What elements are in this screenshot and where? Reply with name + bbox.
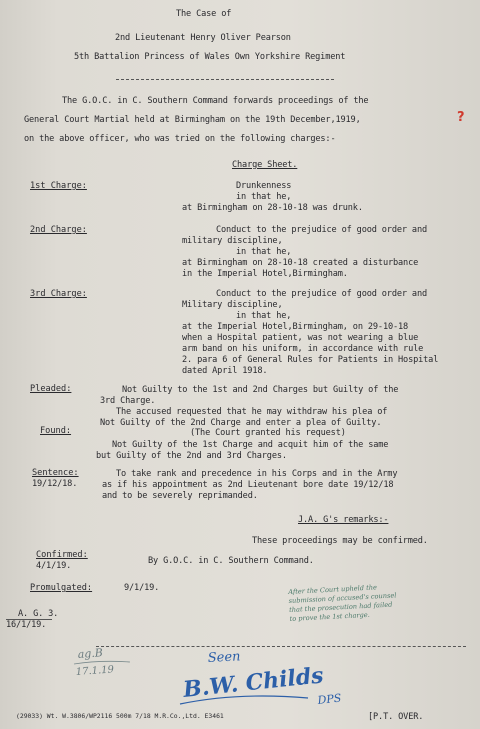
charge-2-line: at Birmingham on 28-10-18 created a disturbance <box>182 258 419 268</box>
seen-note: Seen <box>207 649 241 666</box>
ag3-label: A. G. 3. <box>18 609 59 619</box>
signature-text: B.W. Childs <box>181 662 325 703</box>
sentence-line: To take rank and precedence in his Corps and in the Army <box>116 469 398 479</box>
case-title: The Case of <box>176 9 232 19</box>
charge-2-label: 2nd Charge: <box>30 225 87 235</box>
pleaded-line: Not Guilty of the 2nd Charge and enter a plea of Guilty. <box>100 418 382 428</box>
promulgated-date: 9/1/19. <box>124 583 160 593</box>
confirmed-label: Confirmed: <box>36 550 88 560</box>
jag-remarks-text: These proceedings may be confirmed. <box>252 536 428 546</box>
charge-2-line: in that he, <box>236 247 292 257</box>
jag-remarks-heading: J.A. G's remarks:- <box>298 515 389 525</box>
page-turn-over: [P.T. OVER. <box>368 712 424 722</box>
found-line: Not Guilty of the 1st Charge and acquit him of the same <box>112 440 389 450</box>
charge-2-line: in the Imperial Hotel,Birmingham. <box>182 269 348 279</box>
charge-2-line: military discipline, <box>182 236 283 246</box>
pencil-initials-date: 17.1.19 <box>75 664 115 678</box>
blue-signature-mark <box>178 642 358 722</box>
pencil-margin-note: After the Court upheld the submission of accused's counsel that the prosecution had failed to prove the 1st charge. <box>288 583 397 623</box>
charge-1-line: in that he, <box>236 192 292 202</box>
found-label: Found: <box>40 426 72 436</box>
sentence-line: and to be severely reprimanded. <box>102 491 258 501</box>
header-divider <box>116 79 334 80</box>
pencil-initials: ag.B <box>77 646 104 661</box>
signature-suffix: DPS <box>316 691 342 707</box>
charge-1-line: Drunkenness <box>236 181 292 191</box>
charge-sheet-heading: Charge Sheet. <box>232 160 298 170</box>
pleaded-line: The accused requested that he may withdraw his plea of <box>116 407 388 417</box>
intro-line-1: The G.O.C. in C. Southern Command forwards proceedings of the <box>62 96 369 106</box>
confirmed-text: By G.O.C. in C. Southern Command. <box>148 556 314 566</box>
charge-3-line: when a Hospital patient, was not wearing a blue <box>182 333 419 343</box>
charge-3-line: in that he, <box>236 311 292 321</box>
pleaded-line: Not Guilty to the 1st and 2nd Charges but Guilty of the <box>122 385 399 395</box>
pleaded-label: Pleaded: <box>30 384 72 394</box>
charge-3-line: arm band on his uniform, in accordance with rule <box>182 344 424 354</box>
pleaded-line: 3rd Charge. <box>100 396 156 406</box>
charge-3-line: Military discipline, <box>182 300 283 310</box>
sentence-date: 19/12/18. <box>32 479 78 489</box>
sentence-label: Sentence: <box>32 468 79 478</box>
charge-3-label: 3rd Charge: <box>30 289 87 299</box>
found-line: but Guilty of the 2nd and 3rd Charges. <box>96 451 287 461</box>
confirmed-date: 4/1/19. <box>36 561 72 571</box>
intro-line-3: on the above officer, who was tried on the following charges:- <box>24 134 336 144</box>
charge-3-line: dated April 1918. <box>182 366 268 376</box>
intro-line-2: General Court Martial held at Birmingham on the 19th December,1919, <box>24 115 361 125</box>
pleaded-line: (The Court granted his request) <box>190 428 346 438</box>
query-mark: ? <box>457 110 465 125</box>
officer-name: 2nd Lieutenant Henry Oliver Pearson <box>115 33 291 43</box>
charge-3-line: Conduct to the prejudice of good order and <box>216 289 428 299</box>
ag3-divider <box>6 619 52 620</box>
ag3-date: 16/1/19. <box>6 620 47 630</box>
charge-1-line: at Birmingham on 28-10-18 was drunk. <box>182 203 363 213</box>
sentence-line: as if his appointment as 2nd Lieutenant bore date 19/12/18 <box>102 480 394 490</box>
charge-2-line: Conduct to the prejudice of good order and <box>216 225 428 235</box>
pencil-initials-mark <box>70 642 140 682</box>
charge-1-label: 1st Charge: <box>30 181 87 191</box>
promulgated-label: Promulgated: <box>30 583 93 593</box>
charge-3-line: 2. para 6 of General Rules for Patients in Hospital <box>182 355 439 365</box>
charge-3-line: at the Imperial Hotel,Birmingham, on 29-10-18 <box>182 322 409 332</box>
regiment-name: 5th Battalion Princess of Wales Own Yorkshire Regiment <box>74 52 346 62</box>
print-code: (29033) Wt. W.3806/WP2116 500m 7/18 M.R.Co.,Ltd. E3461 <box>16 712 224 720</box>
